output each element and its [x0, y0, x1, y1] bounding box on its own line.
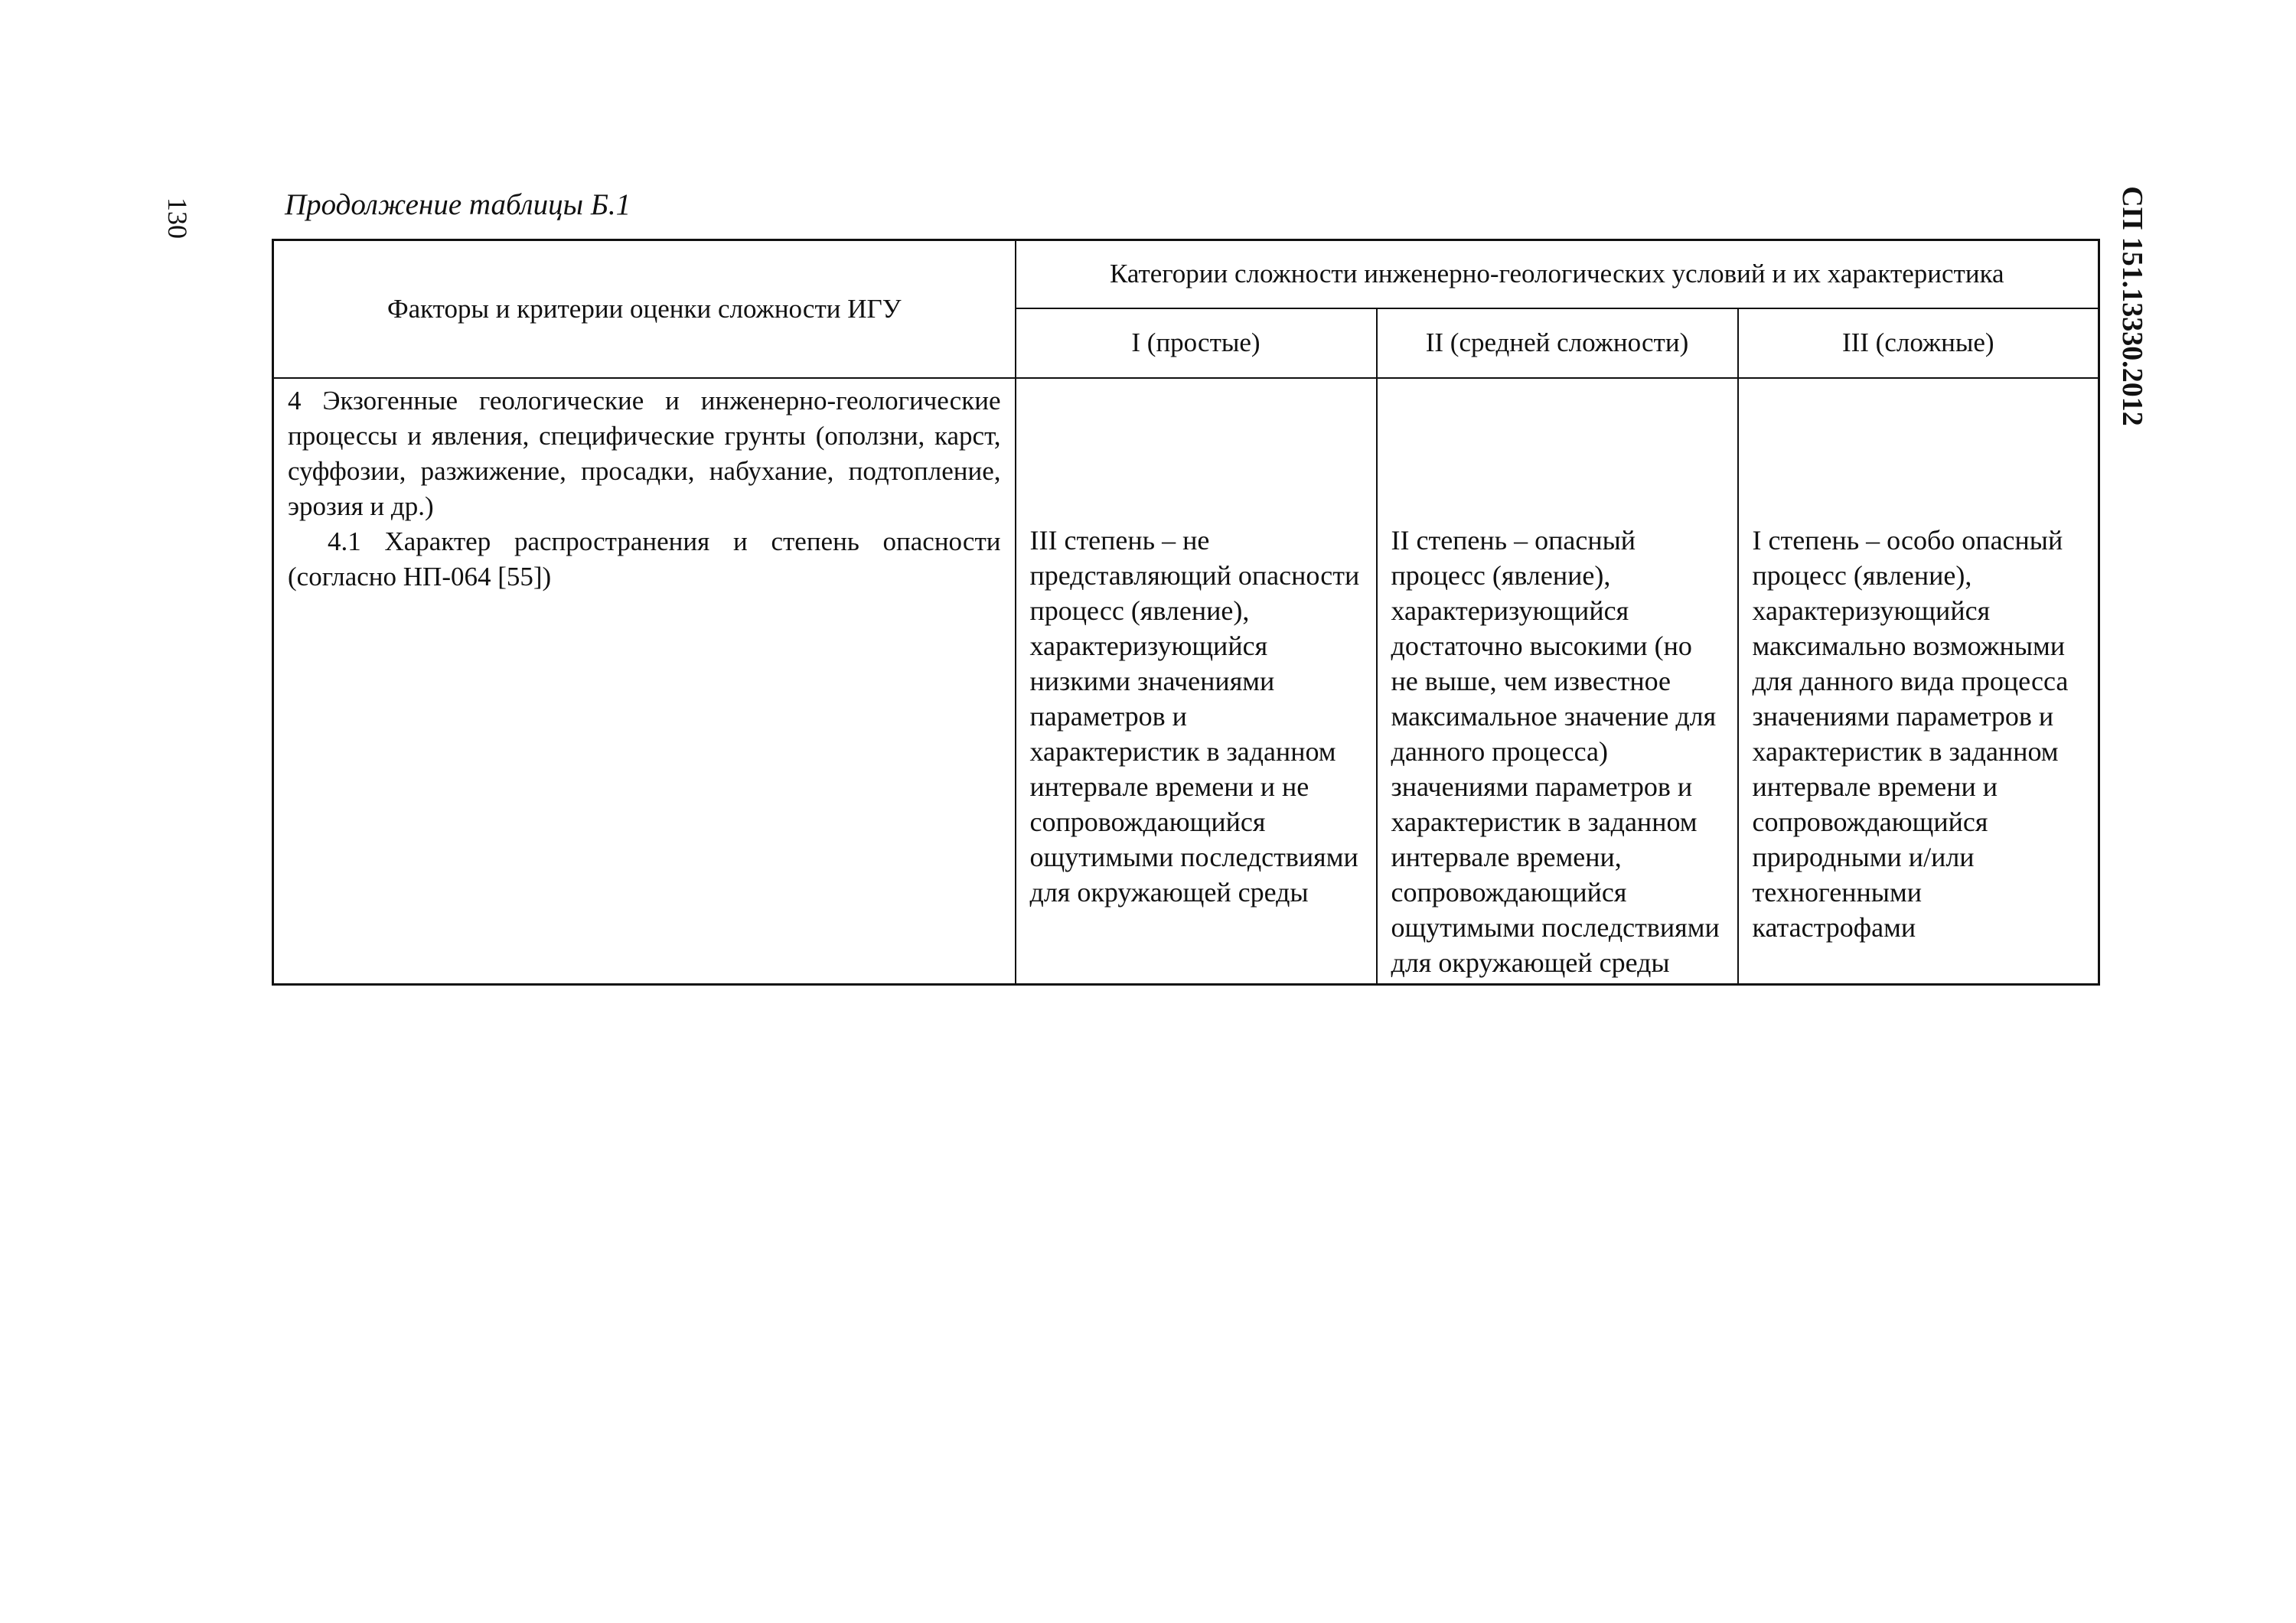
factor-main-text: 4 Экзогенные геологические и инженерно-геологические процессы и явления, специфические грунты (оползни, карст, суффозии, разжижение, просадки, набухание, подтопление, эрозия и др.)	[288, 386, 1001, 521]
factor-cell	[273, 378, 1016, 985]
header-category-3: III (сложные)	[1738, 308, 2099, 378]
factor-sub-text: 4.1 Характер распространения и степень опасности (согласно НП-064 [55])	[288, 526, 1001, 592]
header-categories: Категории сложности инженерно-геологических условий и их характеристика	[1016, 240, 2099, 308]
classification-table	[272, 239, 2100, 986]
document-code: СП 151.13330.2012	[2116, 186, 2148, 426]
category-1-cell: III степень – не представляющий опасности процесс (явление), характеризующийся низкими значениями параметров и характеристик в заданном интервале времени и не сопровождающийся ощутимыми последствиями для окружающей среды	[1016, 378, 1377, 985]
header-category-1: I (простые)	[1016, 308, 1377, 378]
table-caption: Продолжение таблицы Б.1	[285, 188, 631, 221]
page-number: 130	[162, 197, 193, 239]
table-header-row	[273, 240, 2099, 308]
category-3-cell: I степень – особо опасный процесс (явление), характеризующийся максимально возможными для данного вида процесса значениями параметров и характеристик в заданном интервале времени и сопровождающийся природными и/или техногенными катастрофами	[1738, 378, 2099, 985]
header-factors: Факторы и критерии оценки сложности ИГУ	[273, 240, 1016, 379]
category-2-cell: II степень – опасный процесс (явление), характеризующийся достаточно высокими (но не выше, чем известное максимальное значение для данного процесса) значениями параметров и характеристик в заданном интервале времени, сопровождающийся ощутимыми последствиями для окружающей среды	[1377, 378, 1738, 985]
header-category-2: II (средней сложности)	[1377, 308, 1738, 378]
table-row	[273, 378, 2099, 985]
